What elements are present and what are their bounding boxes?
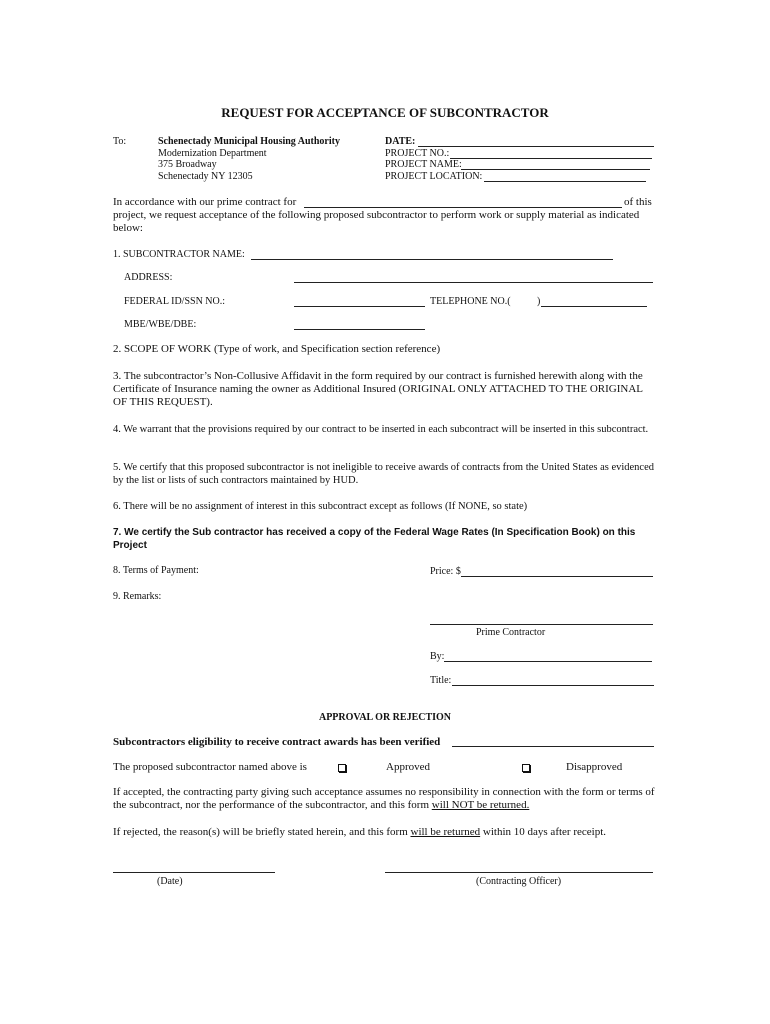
terms-of-payment: 8. Terms of Payment: — [113, 565, 199, 576]
address-field[interactable] — [294, 282, 653, 283]
price-label: Price: $ — [430, 566, 461, 577]
eligibility-field[interactable] — [452, 746, 654, 747]
by-field[interactable] — [444, 661, 652, 662]
project-name-label: PROJECT NAME: — [385, 159, 462, 170]
title-label: Title: — [430, 675, 452, 686]
date-signature-label: (Date) — [157, 876, 183, 887]
recipient-city: Schenectady NY 12305 — [158, 171, 253, 182]
rejected-text: If rejected, the reason(s) will be briefly stated herein, and this form — [113, 826, 411, 838]
project-name-field[interactable] — [461, 169, 650, 170]
eligibility-text: Subcontractors eligibility to receive contract awards has been verified — [113, 736, 441, 748]
telephone-label: TELEPHONE NO.( — [430, 296, 511, 307]
scope-of-work: 2. SCOPE OF WORK (Type of work, and Specification section reference) — [113, 343, 441, 355]
accepted-text: If accepted, the contracting party giving such acceptance assumes no responsibility in connection with the form or terms of the subcontract, nor the performance of the subcontractor, and this form — [113, 786, 655, 811]
price-field[interactable] — [461, 576, 653, 577]
telephone-close: ) — [537, 296, 541, 307]
officer-signature-label: (Contracting Officer) — [476, 876, 562, 887]
by-label: By: — [430, 651, 445, 662]
subcontractor-name-field[interactable] — [251, 259, 613, 260]
telephone-field[interactable] — [541, 306, 647, 307]
disapproved-label: Disapproved — [566, 761, 623, 773]
prime-contractor-label: Prime Contractor — [476, 627, 546, 638]
approved-checkbox[interactable] — [338, 764, 346, 772]
remarks-label: 9. Remarks: — [113, 591, 162, 602]
rejected-underlined: will be returned — [410, 826, 481, 838]
intro-lead: In accordance with our prime contract for — [113, 196, 297, 208]
project-location-field[interactable] — [484, 181, 646, 182]
disapproved-checkbox[interactable] — [522, 764, 530, 772]
rejected-paragraph — [113, 826, 658, 839]
page-title: REQUEST FOR ACCEPTANCE OF SUBCONTRACTOR — [221, 105, 549, 120]
subcontractor-name-label: 1. SUBCONTRACTOR NAME: — [113, 249, 245, 260]
project-location-label: PROJECT LOCATION: — [385, 171, 483, 182]
date-label: DATE: — [385, 136, 416, 147]
mbe-field[interactable] — [294, 329, 425, 330]
recipient-street: 375 Broadway — [158, 159, 217, 170]
officer-signature-line[interactable] — [385, 872, 653, 873]
approved-label: Approved — [386, 761, 430, 773]
project-no-field[interactable] — [450, 158, 652, 159]
item-7: 7. We certify the Sub contractor has received a copy of the Federal Wage Rates (In Specification Book) on this Project — [113, 527, 636, 551]
recipient-org: Schenectady Municipal Housing Authority — [158, 136, 340, 147]
to-label: To: — [113, 136, 127, 147]
prime-signature-line[interactable] — [430, 624, 653, 625]
federal-id-label: FEDERAL ID/SSN NO.: — [124, 296, 226, 307]
date-field[interactable] — [418, 146, 654, 147]
accepted-paragraph — [113, 786, 658, 812]
mbe-label: MBE/WBE/DBE: — [124, 319, 197, 330]
named-above-text: The proposed subcontractor named above is — [113, 761, 307, 773]
project-no-label: PROJECT NO.: — [385, 148, 450, 159]
accepted-underlined: will NOT be returned. — [431, 799, 530, 811]
federal-id-field[interactable] — [294, 306, 425, 307]
intro-text: project, we request acceptance of the following proposed subcontractor to perform work or supply material as indicated below: — [113, 209, 640, 234]
prime-contract-field[interactable] — [304, 207, 622, 208]
item-4: 4. We warrant that the provisions required by our contract to be inserted in each subcontract will be inserted in this subcontract. — [113, 424, 649, 435]
intro-of-this: of this — [624, 196, 652, 208]
date-signature-line[interactable] — [113, 872, 275, 873]
approval-heading: APPROVAL OR REJECTION — [318, 712, 452, 723]
title-field[interactable] — [452, 685, 654, 686]
item-5: 5. We certify that this proposed subcontractor is not ineligible to receive awards of contracts from the United States as evidenced by the list or lists of such contractors maintained by HUD. — [113, 462, 655, 486]
item-6: 6. There will be no assignment of interest in this subcontract except as follows (If NONE, so state) — [113, 501, 528, 512]
address-label: ADDRESS: — [124, 272, 173, 283]
item-3: 3. The subcontractor’s Non-Collusive Affidavit in the form required by our contract is furnished herewith along with the Certificate of Insurance naming the owner as Additional Insured (ORIGINAL ONLY ATTACHED TO THE ORIGINAL OF THIS REQUEST). — [113, 370, 643, 408]
recipient-dept: Modernization Department — [158, 148, 267, 159]
rejected-text-end: within 10 days after receipt. — [480, 826, 607, 838]
